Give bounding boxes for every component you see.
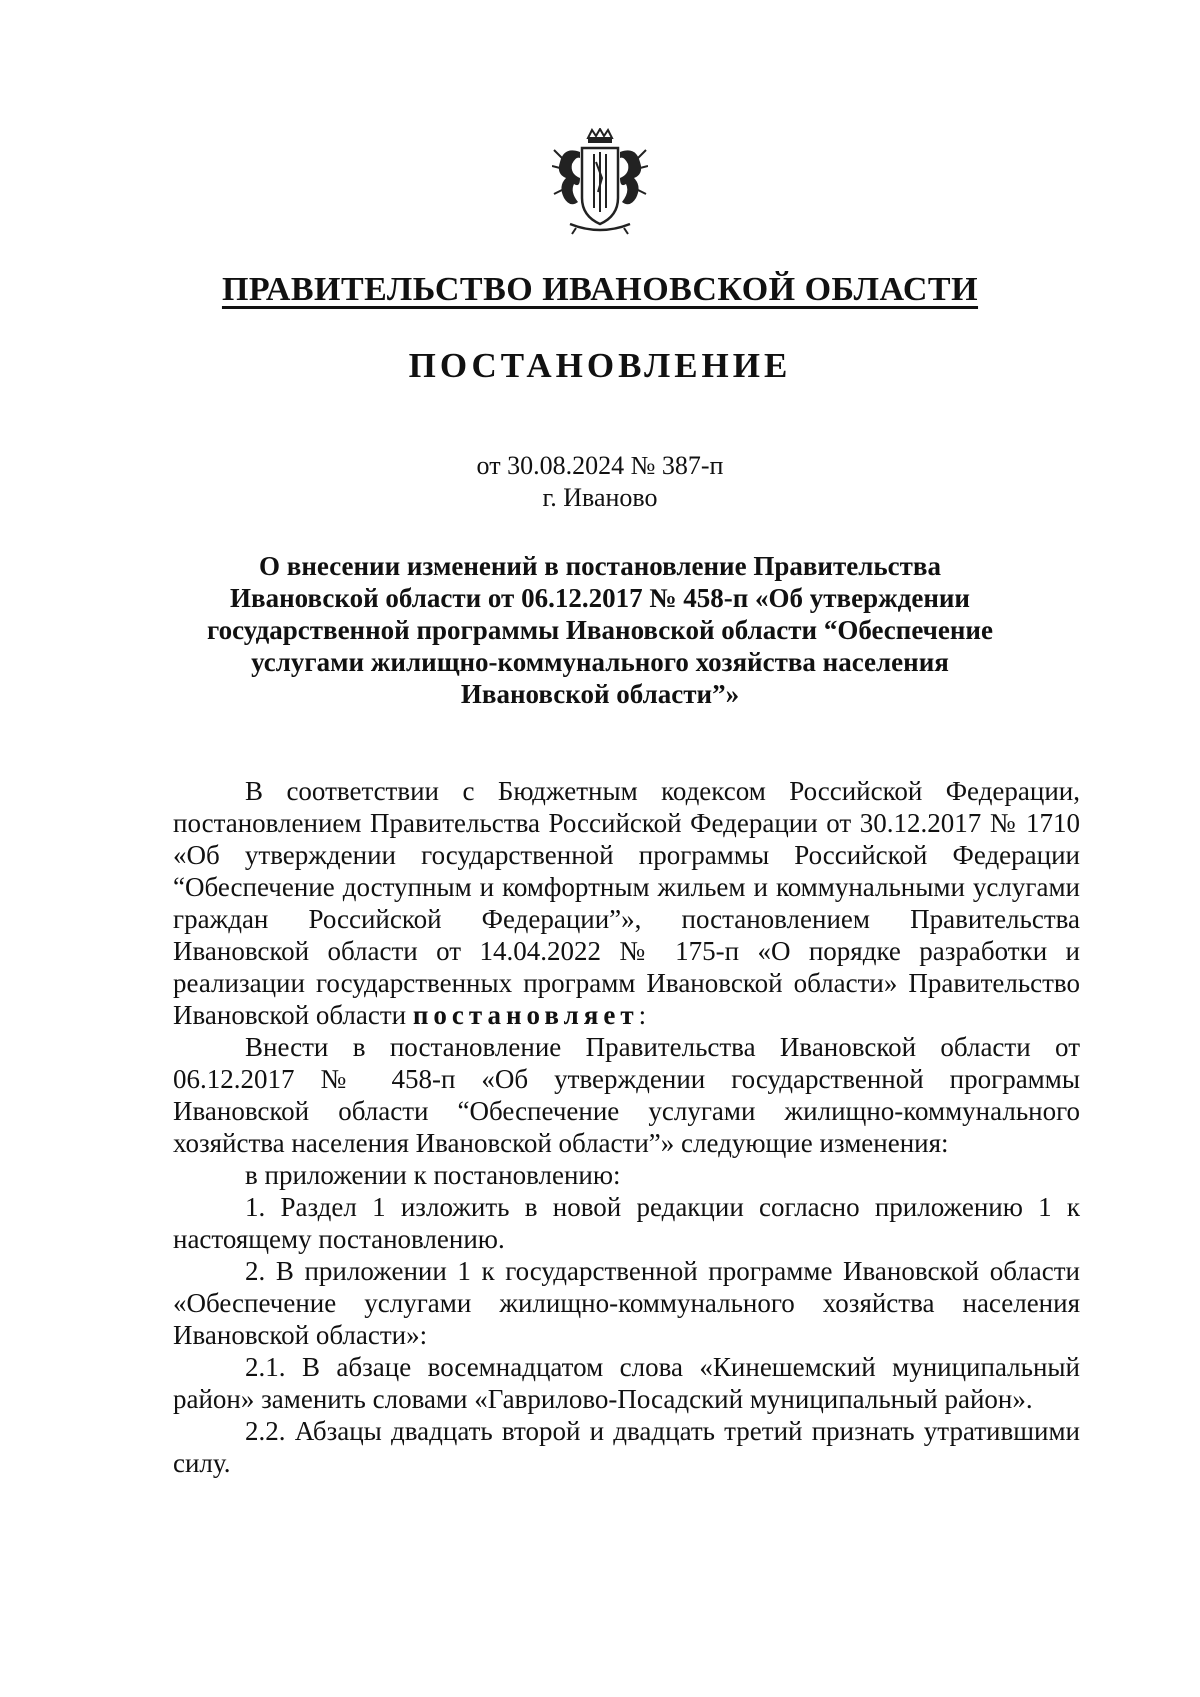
body-paragraph: 2. В приложении 1 к государственной программе Ивановской области «Обеспечение услугами жилищно-коммунального хозяйства населения Ивановской области»: [173, 1256, 1080, 1350]
subject-line: Ивановской области от 06.12.2017 № 458-п «Об утверждении [230, 583, 970, 613]
organization-title-text: ПРАВИТЕЛЬСТВО ИВАНОВСКОЙ ОБЛАСТИ [221, 271, 979, 308]
date-number: от 30.08.2024 № 387-п [476, 451, 724, 480]
document-body [173, 775, 1080, 1479]
coat-of-arms-icon [552, 128, 648, 236]
document-meta [0, 450, 1200, 514]
body-paragraph: в приложении к постановлению: [245, 1160, 621, 1190]
organization-title [0, 268, 1200, 312]
body-paragraph: Внести в постановление Правительства Ивановской области от 06.12.2017 № 458-п «Об утверждении государственной программы Ивановской области “Обеспечение услугами жилищно-коммунального хозяйства населения Ивановской области”» следующие изменения: [173, 1032, 1080, 1158]
subject-line: услугами жилищно-коммунального хозяйства населения [251, 647, 949, 677]
subject-line: О внесении изменений в постановление Правительства [259, 551, 941, 581]
subject-line: государственной программы Ивановской области “Обеспечение [207, 615, 993, 645]
city: г. Иваново [542, 483, 658, 512]
subject-line: Ивановской области”» [460, 679, 740, 709]
body-paragraph: 2.2. Абзацы двадцать второй и двадцать третий признать утратившими силу. [173, 1416, 1080, 1478]
decree-word: постановляет [412, 1000, 639, 1030]
document-type: ПОСТАНОВЛЕНИЕ [408, 346, 792, 385]
preamble-paragraph [173, 775, 1080, 1031]
decree-colon: : [638, 1000, 647, 1030]
preamble-text: В соответствии с Бюджетным кодексом Российской Федерации, постановлением Правительства Российской Федерации от 30.12.2017 № 1710 «Об утверждении государственной программы Российской Федерации “Обеспечение доступным и комфортным жильем и коммунальными услугами граждан Российской Федерации”», постановлением Правительства Ивановской области от 14.04.2022 № 175-п «О порядке разработки и реализации государственных программ Ивановской области» Правительство Ивановской области [173, 776, 1080, 1030]
body-paragraph: 1. Раздел 1 изложить в новой редакции согласно приложению 1 к настоящему постановлению. [173, 1192, 1080, 1254]
body-paragraph: 2.1. В абзаце восемнадцатом слова «Кинешемский муниципальный район» заменить словами «Гаврилово-Посадский муниципальный район». [173, 1352, 1080, 1414]
document-subject [180, 550, 1020, 710]
